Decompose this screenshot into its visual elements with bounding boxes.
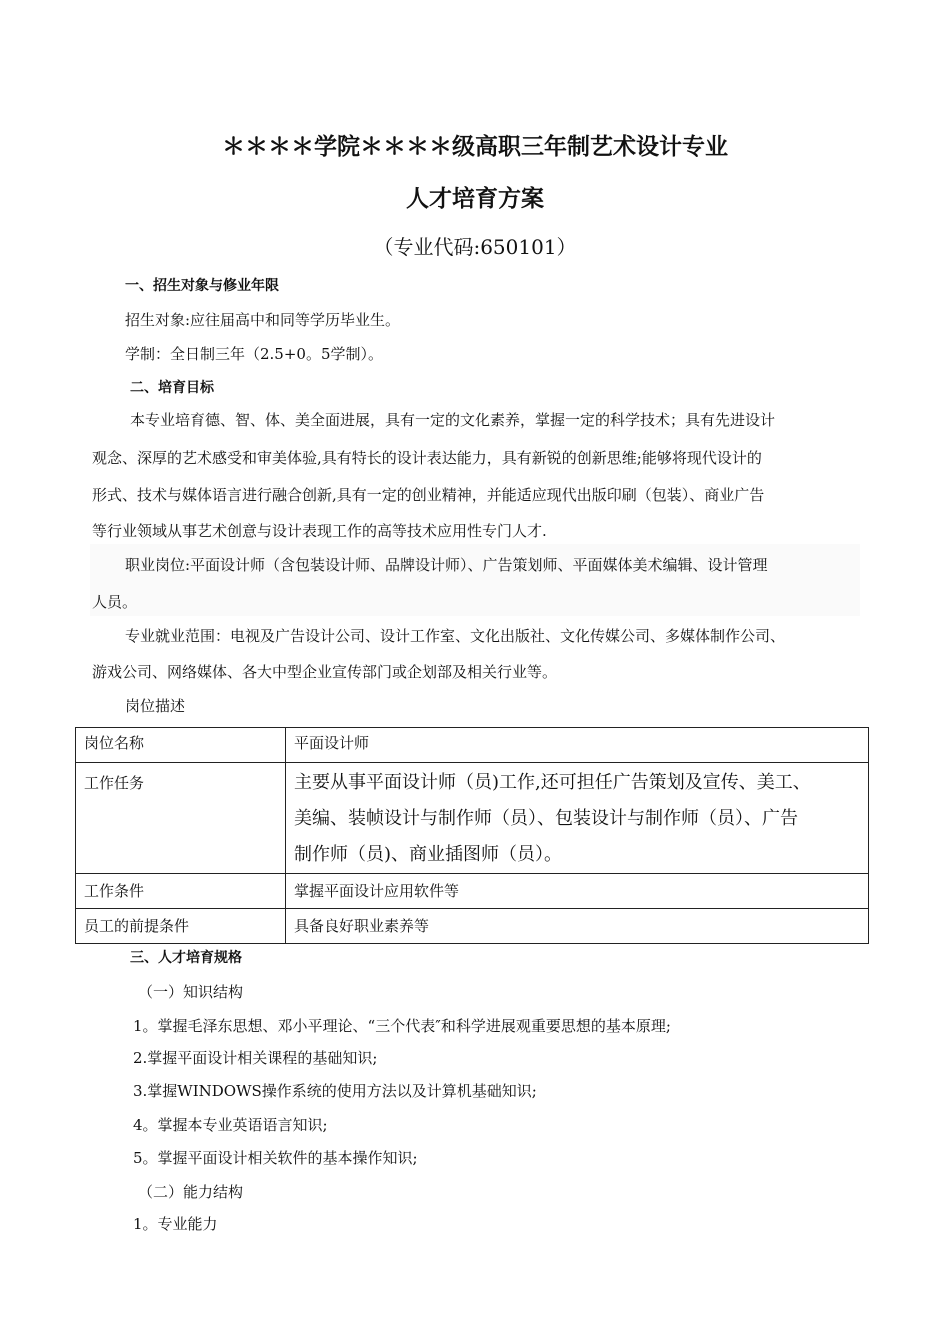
table-cell-value: 具备良好职业素养等 bbox=[286, 909, 869, 944]
job-description-table bbox=[75, 727, 869, 944]
table-row bbox=[76, 874, 869, 909]
knowledge-item: 3.掌握WINDOWS操作系统的使用方法以及计算机基础知识; bbox=[133, 1082, 537, 1100]
section-heading-specs: 三、人才培育规格 bbox=[130, 950, 242, 966]
task-line: 主要从事平面设计师（员)工作,还可担任广告策划及宣传、美工、 bbox=[294, 772, 811, 793]
employment-scope-line: 专业就业范围：电视及广告设计公司、设计工作室、文化出版社、文化传媒公司、多媒体制作公司、 bbox=[125, 627, 786, 645]
table-cell-label: 员工的前提条件 bbox=[76, 909, 286, 944]
task-line: 美编、装帧设计与制作师（员）、包装设计与制作师（员）、广告 bbox=[294, 808, 798, 829]
knowledge-item: 1。掌握毛泽东思想、邓小平理论、“三个代表″和科学进展观重要思想的基本原理; bbox=[133, 1017, 671, 1035]
table-row bbox=[76, 909, 869, 944]
goals-paragraph-line: 形式、技术与媒体语言进行融合创新,具有一定的创业精神，并能适应现代出版印刷（包装）、商业广告 bbox=[92, 486, 765, 504]
subsection-ability: （二）能力结构 bbox=[138, 1183, 244, 1201]
task-line: 制作师（员)、商业插图师（员）。 bbox=[294, 844, 563, 865]
table-cell-value: 掌握平面设计应用软件等 bbox=[286, 874, 869, 909]
section-heading-enrollment: 一、招生对象与修业年限 bbox=[125, 278, 279, 294]
subsection-knowledge: （一）知识结构 bbox=[138, 983, 244, 1001]
major-code: （专业代码:650101） bbox=[373, 235, 577, 259]
employment-scope-line: 游戏公司、网络媒体、各大中型企业宣传部门或企划部及相关行业等。 bbox=[92, 663, 558, 681]
table-row bbox=[76, 728, 869, 763]
schooling-length: 学制：全日制三年（2.5+0。5学制）。 bbox=[125, 345, 384, 363]
table-cell-value bbox=[286, 763, 869, 874]
goals-paragraph-line: 本专业培育德、智、体、美全面进展，具有一定的文化素养，掌握一定的科学技术；具有先进设计 bbox=[130, 411, 776, 429]
knowledge-item: 5。掌握平面设计相关软件的基本操作知识; bbox=[133, 1149, 418, 1167]
table-cell-label: 岗位名称 bbox=[76, 728, 286, 763]
table-cell-label: 工作条件 bbox=[76, 874, 286, 909]
document-subtitle: 人才培育方案 bbox=[406, 185, 544, 212]
table-row bbox=[76, 763, 869, 874]
section-heading-goals: 二、培育目标 bbox=[130, 380, 214, 396]
job-positions-line: 人员。 bbox=[92, 593, 138, 611]
table-cell-value: 平面设计师 bbox=[286, 728, 869, 763]
ability-item: 1。专业能力 bbox=[133, 1215, 218, 1233]
goals-paragraph-line: 观念、深厚的艺术感受和审美体验,具有特长的设计表达能力，具有新锐的创新思维;能够将现代设计的 bbox=[92, 449, 762, 467]
knowledge-item: 4。掌握本专业英语语言知识; bbox=[133, 1116, 328, 1134]
enrollment-target: 招生对象:应往届高中和同等学历毕业生。 bbox=[125, 311, 401, 329]
knowledge-item: 2.掌握平面设计相关课程的基础知识; bbox=[133, 1049, 378, 1067]
table-caption: 岗位描述 bbox=[125, 697, 186, 715]
table-cell-label: 工作任务 bbox=[76, 763, 286, 874]
job-positions-line: 职业岗位:平面设计师（含包装设计师、品牌设计师）、广告策划师、平面媒体美术编辑、设计管理 bbox=[125, 556, 768, 574]
goals-paragraph-line: 等行业领域从事艺术创意与设计表现工作的高等技术应用性专门人才. bbox=[92, 522, 547, 540]
document-title: ＊＊＊＊学院＊＊＊＊级高职三年制艺术设计专业 bbox=[222, 133, 728, 160]
